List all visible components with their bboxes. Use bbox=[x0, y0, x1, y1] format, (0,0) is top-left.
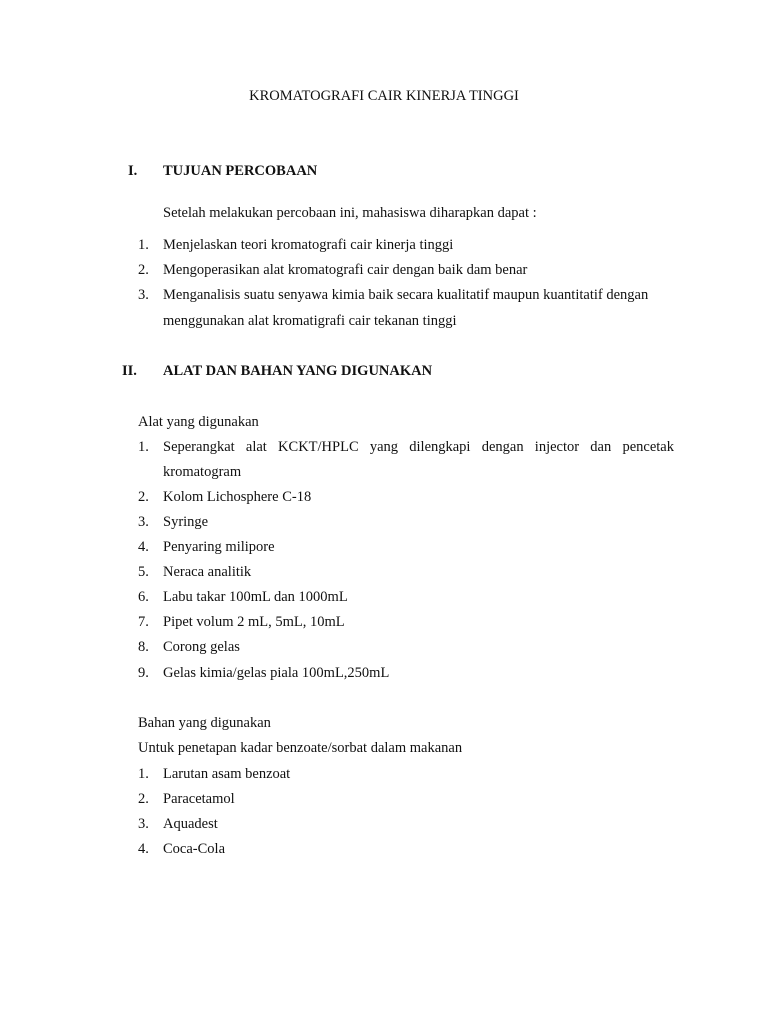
materials-subtitle: Untuk penetapan kadar benzoate/sorbat dalam makanan bbox=[138, 740, 463, 756]
list-number: 9. bbox=[138, 665, 149, 681]
list-item: Penyaring milipore bbox=[163, 539, 275, 555]
list-number: 2. bbox=[138, 791, 149, 807]
list-item: Larutan asam benzoat bbox=[163, 766, 291, 782]
list-number: 3. bbox=[138, 287, 149, 303]
list-number: 1. bbox=[138, 766, 149, 782]
list-item: Aquadest bbox=[163, 816, 218, 832]
list-number: 4. bbox=[138, 841, 149, 857]
list-number: 3. bbox=[138, 514, 149, 530]
materials-label: Bahan yang digunakan bbox=[138, 715, 271, 731]
tools-label: Alat yang digunakan bbox=[138, 414, 259, 430]
page-title: KROMATOGRAFI CAIR KINERJA TINGGI bbox=[249, 88, 519, 104]
list-item: Menjelaskan teori kromatografi cair kinerja tinggi bbox=[163, 237, 454, 253]
list-item: Mengoperasikan alat kromatografi cair dengan baik dam benar bbox=[163, 262, 528, 278]
list-item: Seperangkat alat KCKT/HPLC yang dilengkapi dengan injector dan pencetak bbox=[163, 439, 674, 455]
list-item-continuation: menggunakan alat kromatigrafi cair tekanan tinggi bbox=[163, 313, 457, 329]
list-number: 6. bbox=[138, 589, 149, 605]
section-2-heading: ALAT DAN BAHAN YANG DIGUNAKAN bbox=[163, 363, 433, 379]
list-number: 7. bbox=[138, 614, 149, 630]
list-number: 4. bbox=[138, 539, 149, 555]
list-item: Syringe bbox=[163, 514, 209, 530]
list-item: Kolom Lichosphere C-18 bbox=[163, 489, 312, 505]
list-number: 5. bbox=[138, 564, 149, 580]
list-item: Corong gelas bbox=[163, 639, 240, 655]
list-number: 2. bbox=[138, 489, 149, 505]
list-number: 8. bbox=[138, 639, 149, 655]
section-1-intro: Setelah melakukan percobaan ini, mahasiswa diharapkan dapat : bbox=[163, 205, 537, 221]
list-item: Neraca analitik bbox=[163, 564, 252, 580]
list-item: Pipet volum 2 mL, 5mL, 10mL bbox=[163, 614, 345, 630]
list-number: 1. bbox=[138, 439, 149, 455]
list-item: Menganalisis suatu senyawa kimia baik secara kualitatif maupun kuantitatif dengan bbox=[163, 287, 649, 303]
list-number: 2. bbox=[138, 262, 149, 278]
section-1-number: I. bbox=[128, 163, 138, 179]
list-item-continuation: kromatogram bbox=[163, 464, 242, 480]
section-1-heading: TUJUAN PERCOBAAN bbox=[163, 163, 318, 179]
list-number: 1. bbox=[138, 237, 149, 253]
list-item: Labu takar 100mL dan 1000mL bbox=[163, 589, 348, 605]
list-item: Coca-Cola bbox=[163, 841, 226, 857]
list-number: 3. bbox=[138, 816, 149, 832]
list-item: Paracetamol bbox=[163, 791, 235, 807]
section-2-number: II. bbox=[122, 363, 137, 379]
list-item: Gelas kimia/gelas piala 100mL,250mL bbox=[163, 665, 390, 681]
